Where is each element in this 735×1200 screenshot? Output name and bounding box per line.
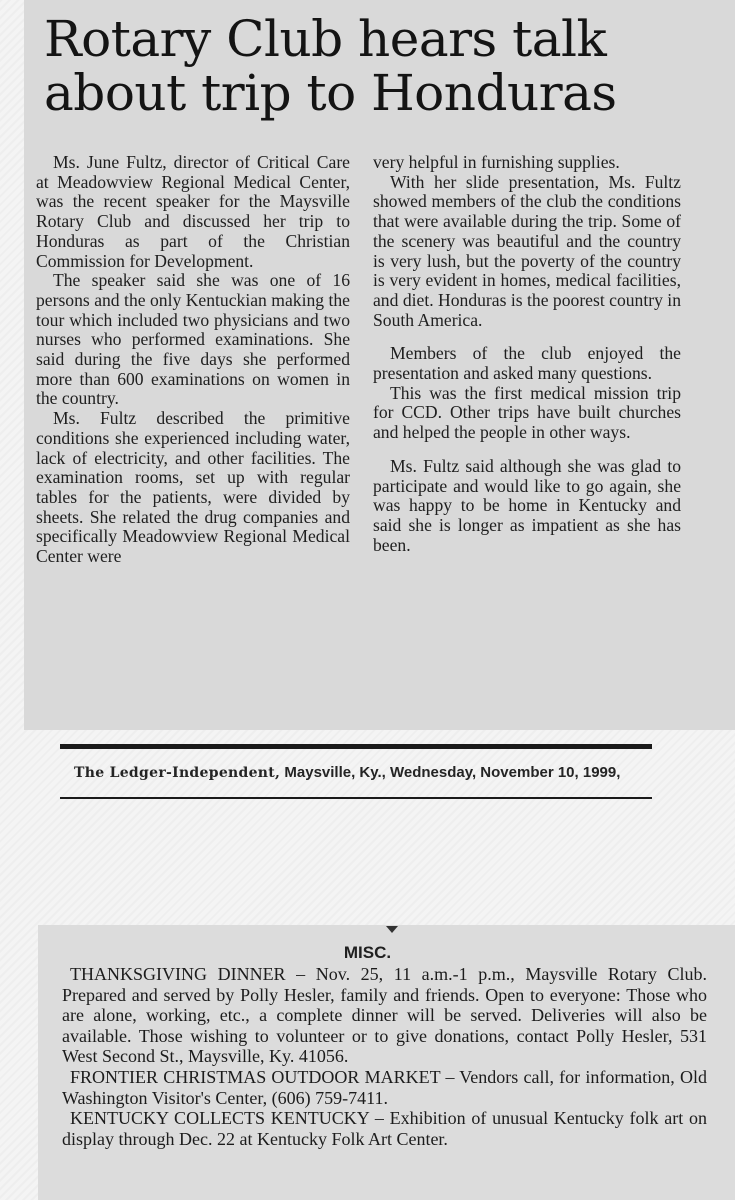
- paragraph: Members of the club enjoyed the presentation and asked many questions.: [373, 343, 681, 384]
- dateline-rule-top: [60, 744, 652, 749]
- paragraph: very helpful in furnishing supplies.: [373, 152, 620, 172]
- misc-heading: MISC.: [343, 943, 392, 962]
- listing-item: THANKSGIVING DINNER – Nov. 25, 11 a.m.-1 p.m., Maysville Rotary Club. Prepared and served by Polly Hesler, family and friends. Open to everyone: Those who are alone, working, etc., a complete dinner will be served. Deliveries will also be available. Those wishing to volunteer or to give donations, contact Polly Hesler, 531 West Second St., Maysville, Ky. 41056.: [62, 964, 707, 1067]
- dateline: [74, 764, 654, 781]
- article-column-1: [36, 153, 350, 567]
- article-headline: Rotary Club hears talk about trip to Honduras: [44, 10, 617, 122]
- paragraph: Ms. Fultz described the primitive conditions she experienced including water, lack of electricity, and other facilities. The examination rooms, set up with regular tables for the patients, were divided by sheets. She related the drug companies and specifically Meadowview Regional Medical Center were: [36, 408, 350, 567]
- paragraph: Ms. Fultz said although she was glad to participate and would like to go again, she was happy to be home in Kentucky and said she is longer as impatient as she has been.: [373, 455, 681, 555]
- paragraph: Ms. June Fultz, director of Critical Care at Meadowview Regional Medical Center, was the recent speaker for the Maysville Rotary Club and discussed her trip to Honduras as part of the Christian Commission for Development.: [36, 152, 350, 271]
- dateline-text: Maysville, Ky., Wednesday, November 10, 1999,: [280, 764, 621, 781]
- paragraph: With her slide presentation, Ms. Fultz showed members of the club the conditions that were available during the trip. Some of the scenery was beautiful and the country is very lush, but the poverty of the country is very evident in homes, medical facilities, and diet. Honduras is the poorest country in South America.: [373, 171, 681, 330]
- newspaper-name: The Ledger-Independent,: [74, 765, 281, 781]
- listing-item: FRONTIER CHRISTMAS OUTDOOR MARKET – Vendors call, for information, Old Washington Visitor's Center, (606) 759-7411.: [62, 1066, 707, 1108]
- listing-item: KENTUCKY COLLECTS KENTUCKY – Exhibition of unusual Kentucky folk art on display through Dec. 22 at Kentucky Folk Art Center.: [62, 1108, 707, 1149]
- paragraph: This was the first medical mission trip for CCD. Other trips have built churches and helped the people in other ways.: [373, 382, 681, 443]
- misc-listings: [62, 964, 707, 1149]
- paragraph: The speaker said she was one of 16 persons and the only Kentuckian making the tour which included two physicians and two nurses who performed examinations. She said during the five days she performed more than 600 examinations on women in the country.: [36, 270, 350, 409]
- article-column-2: [373, 153, 681, 555]
- arrow-down-icon: [386, 926, 398, 933]
- dateline-rule-bottom: [60, 797, 652, 799]
